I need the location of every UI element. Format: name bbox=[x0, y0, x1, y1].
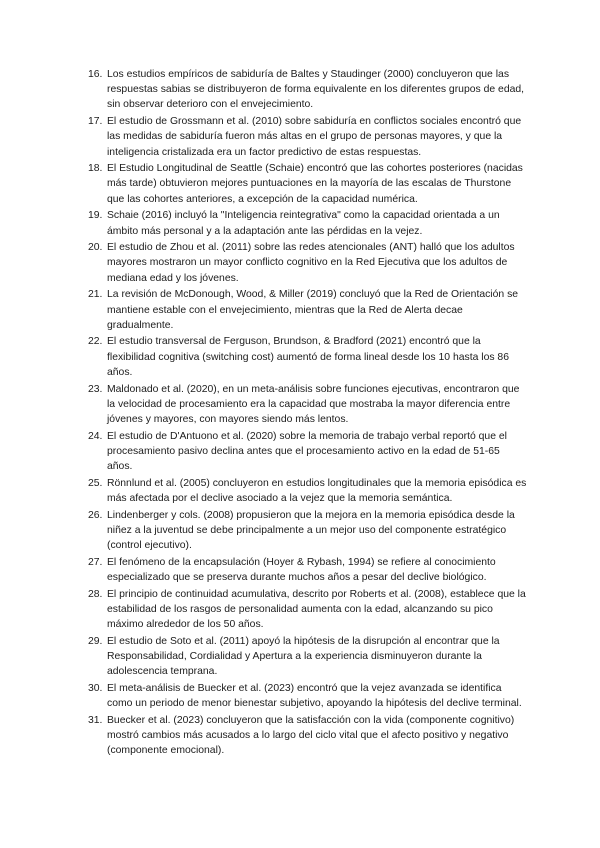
item-text: El estudio transversal de Ferguson, Brundson, & Bradford (2021) encontró que la flexibilidad cognitiva (switching cost) aumentó de forma lineal desde los 10 hasta los 86 años. bbox=[107, 336, 509, 378]
list-item bbox=[88, 161, 528, 207]
list-item bbox=[88, 240, 528, 286]
item-number: 19. bbox=[88, 210, 103, 222]
list-item bbox=[88, 713, 528, 759]
item-number: 20. bbox=[88, 242, 103, 254]
list-item bbox=[88, 67, 528, 113]
list-item bbox=[88, 382, 528, 428]
list-item bbox=[88, 208, 528, 238]
item-number: 31. bbox=[88, 714, 103, 726]
item-text: Schaie (2016) incluyó la "Inteligencia reintegrativa" como la capacidad orientada a un ámbito más personal y a la adaptación ante las pérdidas en la vejez. bbox=[107, 210, 500, 237]
list-item bbox=[88, 476, 528, 506]
item-number: 21. bbox=[88, 289, 103, 301]
list-item bbox=[88, 429, 528, 475]
item-text: El Estudio Longitudinal de Seattle (Schaie) encontró que las cohortes posteriores (nacidas más tarde) obtuvieron mejores puntuaciones en la mayoría de las escalas de Thurstone que las cohortes anteriores, a excepción de la capacidad numérica. bbox=[107, 163, 523, 205]
item-text: Los estudios empíricos de sabiduría de Baltes y Staudinger (2000) concluyeron que las respuestas sabias se distribuyeron de forma equivalente en los diferentes grupos de edad, sin observar deterioro con el envejecimiento. bbox=[107, 69, 525, 111]
item-number: 26. bbox=[88, 509, 103, 521]
item-text: El estudio de Zhou et al. (2011) sobre las redes atencionales (ANT) halló que los adultos mayores mostraron un mayor conflicto cognitivo en la Red Ejecutiva que los adultos de mediana edad y los jóvenes. bbox=[107, 242, 515, 284]
item-text: La revisión de McDonough, Wood, & Miller (2019) concluyó que la Red de Orientación se mantiene estable con el envejecimiento, mientras que la Red de Alerta decae gradualmente. bbox=[107, 289, 519, 331]
list-item bbox=[88, 555, 528, 585]
item-number: 23. bbox=[88, 383, 103, 395]
item-number: 17. bbox=[88, 116, 103, 128]
statement-list bbox=[88, 67, 528, 760]
list-item bbox=[88, 508, 528, 554]
item-number: 24. bbox=[88, 430, 103, 442]
list-item bbox=[88, 287, 528, 333]
item-text: El estudio de D'Antuono et al. (2020) sobre la memoria de trabajo verbal reportó que el procesamiento pasivo declina antes que el procesamiento activo en la edad de 51-65 años. bbox=[107, 430, 507, 473]
item-text: Lindenberger y cols. (2008) propusieron que la mejora en la memoria episódica desde la niñez a la juventud se debe principalmente a un mejor uso del componente estratégico (control ejecutivo). bbox=[107, 509, 515, 552]
item-number: 16. bbox=[88, 69, 103, 80]
item-text: El estudio de Grossmann et al. (2010) sobre sabiduría en conflictos sociales encontró que las medidas de sabiduría fueron más altas en el grupo de personas mayores, y que la inteligencia cristalizada era un factor predictivo de estas respuestas. bbox=[107, 116, 522, 158]
item-text: El principio de continuidad acumulativa, descrito por Roberts et al. (2008), establece que la estabilidad de los rasgos de personalidad aumenta con la edad, alcanzando su pico máximo alrededor de los 50 años. bbox=[107, 588, 526, 631]
item-number: 27. bbox=[88, 556, 103, 568]
item-text: Buecker et al. (2023) concluyeron que la satisfacción con la vida (componente cognitivo) mostró cambios más acusados a lo largo del ciclo vital que el afecto positivo y negativo (componente emocional). bbox=[107, 714, 515, 757]
item-text: Rönnlund et al. (2005) concluyeron en estudios longitudinales que la memoria episódica es más afectada por el declive asociado a la vejez que la memoria semántica. bbox=[107, 477, 527, 504]
item-number: 18. bbox=[88, 163, 103, 175]
item-text: Maldonado et al. (2020), en un meta-análisis sobre funciones ejecutivas, encontraron que la velocidad de procesamiento era la capacidad que mostraba la mayor diferencia entre jóvenes y mayores, con mayores siendo más lentos. bbox=[107, 383, 520, 425]
item-text: El meta-análisis de Buecker et al. (2023) encontró que la vejez avanzada se identifica como un periodo de menor bienestar subjetivo, apoyando la hipótesis del declive terminal. bbox=[107, 682, 522, 710]
list-item bbox=[88, 587, 528, 633]
list-item bbox=[88, 634, 528, 680]
item-number: 25. bbox=[88, 477, 103, 489]
item-text: El estudio de Soto et al. (2011) apoyó la hipótesis de la disrupción al encontrar que la Responsabilidad, Cordialidad y Apertura a la experiencia disminuyeron durante la adolescencia temprana. bbox=[107, 635, 500, 678]
item-number: 28. bbox=[88, 588, 103, 600]
list-item bbox=[88, 681, 528, 711]
list-item bbox=[88, 114, 528, 160]
item-number: 29. bbox=[88, 635, 103, 647]
item-text: El fenómeno de la encapsulación (Hoyer & Rybash, 1994) se refiere al conocimiento especializado que se preserva durante muchos años a pesar del declive biológico. bbox=[107, 556, 496, 583]
item-number: 30. bbox=[88, 682, 103, 694]
list-item bbox=[88, 334, 528, 380]
item-number: 22. bbox=[88, 336, 103, 348]
